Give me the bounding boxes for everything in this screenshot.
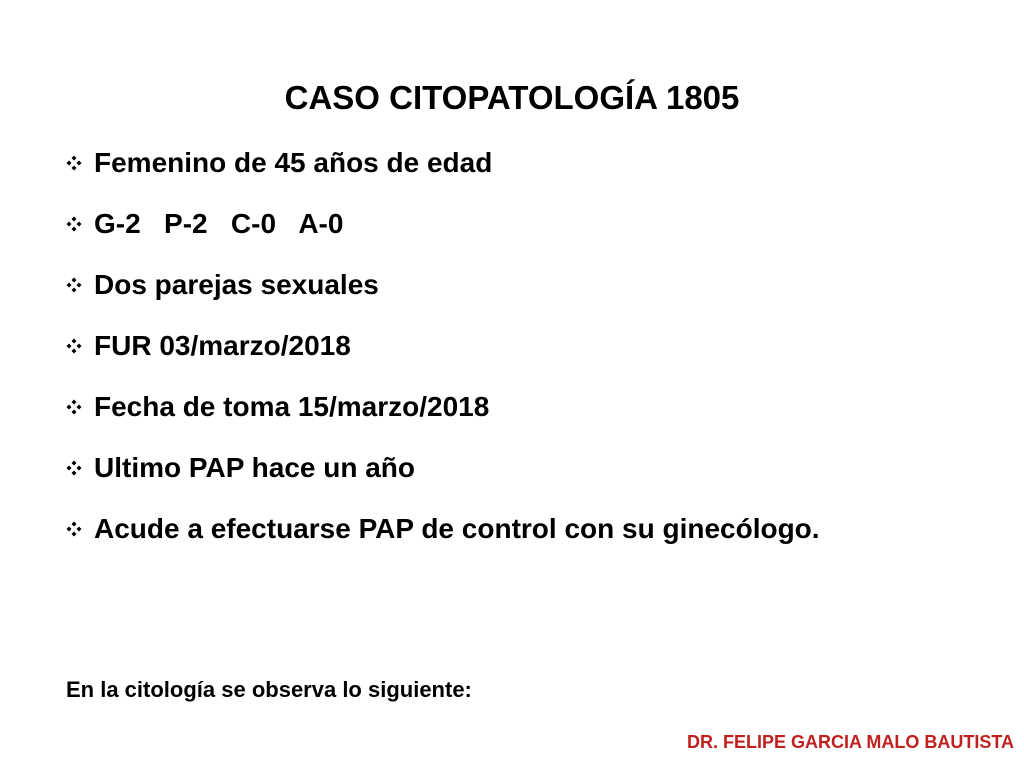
bullet-item-fur (66, 328, 966, 364)
bullet-item-reason (66, 511, 966, 547)
slide-title: CASO CITOPATOLOGÍA 1805 (284, 79, 740, 116)
bullet-text: FUR 03/marzo/2018 (94, 330, 351, 361)
bullet-text: Acude a efectuarse PAP de control con su ginecólogo. (94, 513, 820, 544)
diamond-dots-icon (66, 155, 82, 171)
diamond-dots-icon (66, 338, 82, 354)
bullet-item-sex-age (66, 145, 966, 181)
cytology-note: En la citología se observa lo siguiente: (66, 677, 472, 702)
diamond-dots-icon (66, 399, 82, 415)
diamond-dots-icon (66, 521, 82, 537)
bullet-item-obstetric-history (66, 206, 966, 242)
bullet-item-last-pap (66, 450, 966, 486)
bullet-text: Dos parejas sexuales (94, 269, 379, 300)
author-credit: DR. FELIPE GARCIA MALO BAUTISTA (687, 732, 1014, 752)
diamond-dots-icon (66, 216, 82, 232)
bullet-text: G-2 P-2 C-0 A-0 (94, 208, 344, 239)
bullet-text: Femenino de 45 años de edad (94, 147, 493, 178)
bullet-text: Ultimo PAP hace un año (94, 452, 416, 483)
diamond-dots-icon (66, 277, 82, 293)
bullet-item-sample-date (66, 389, 966, 425)
bullet-text: Fecha de toma 15/marzo/2018 (94, 391, 490, 422)
diamond-dots-icon (66, 460, 82, 476)
bullet-item-partners (66, 267, 966, 303)
bullet-list (66, 145, 966, 547)
